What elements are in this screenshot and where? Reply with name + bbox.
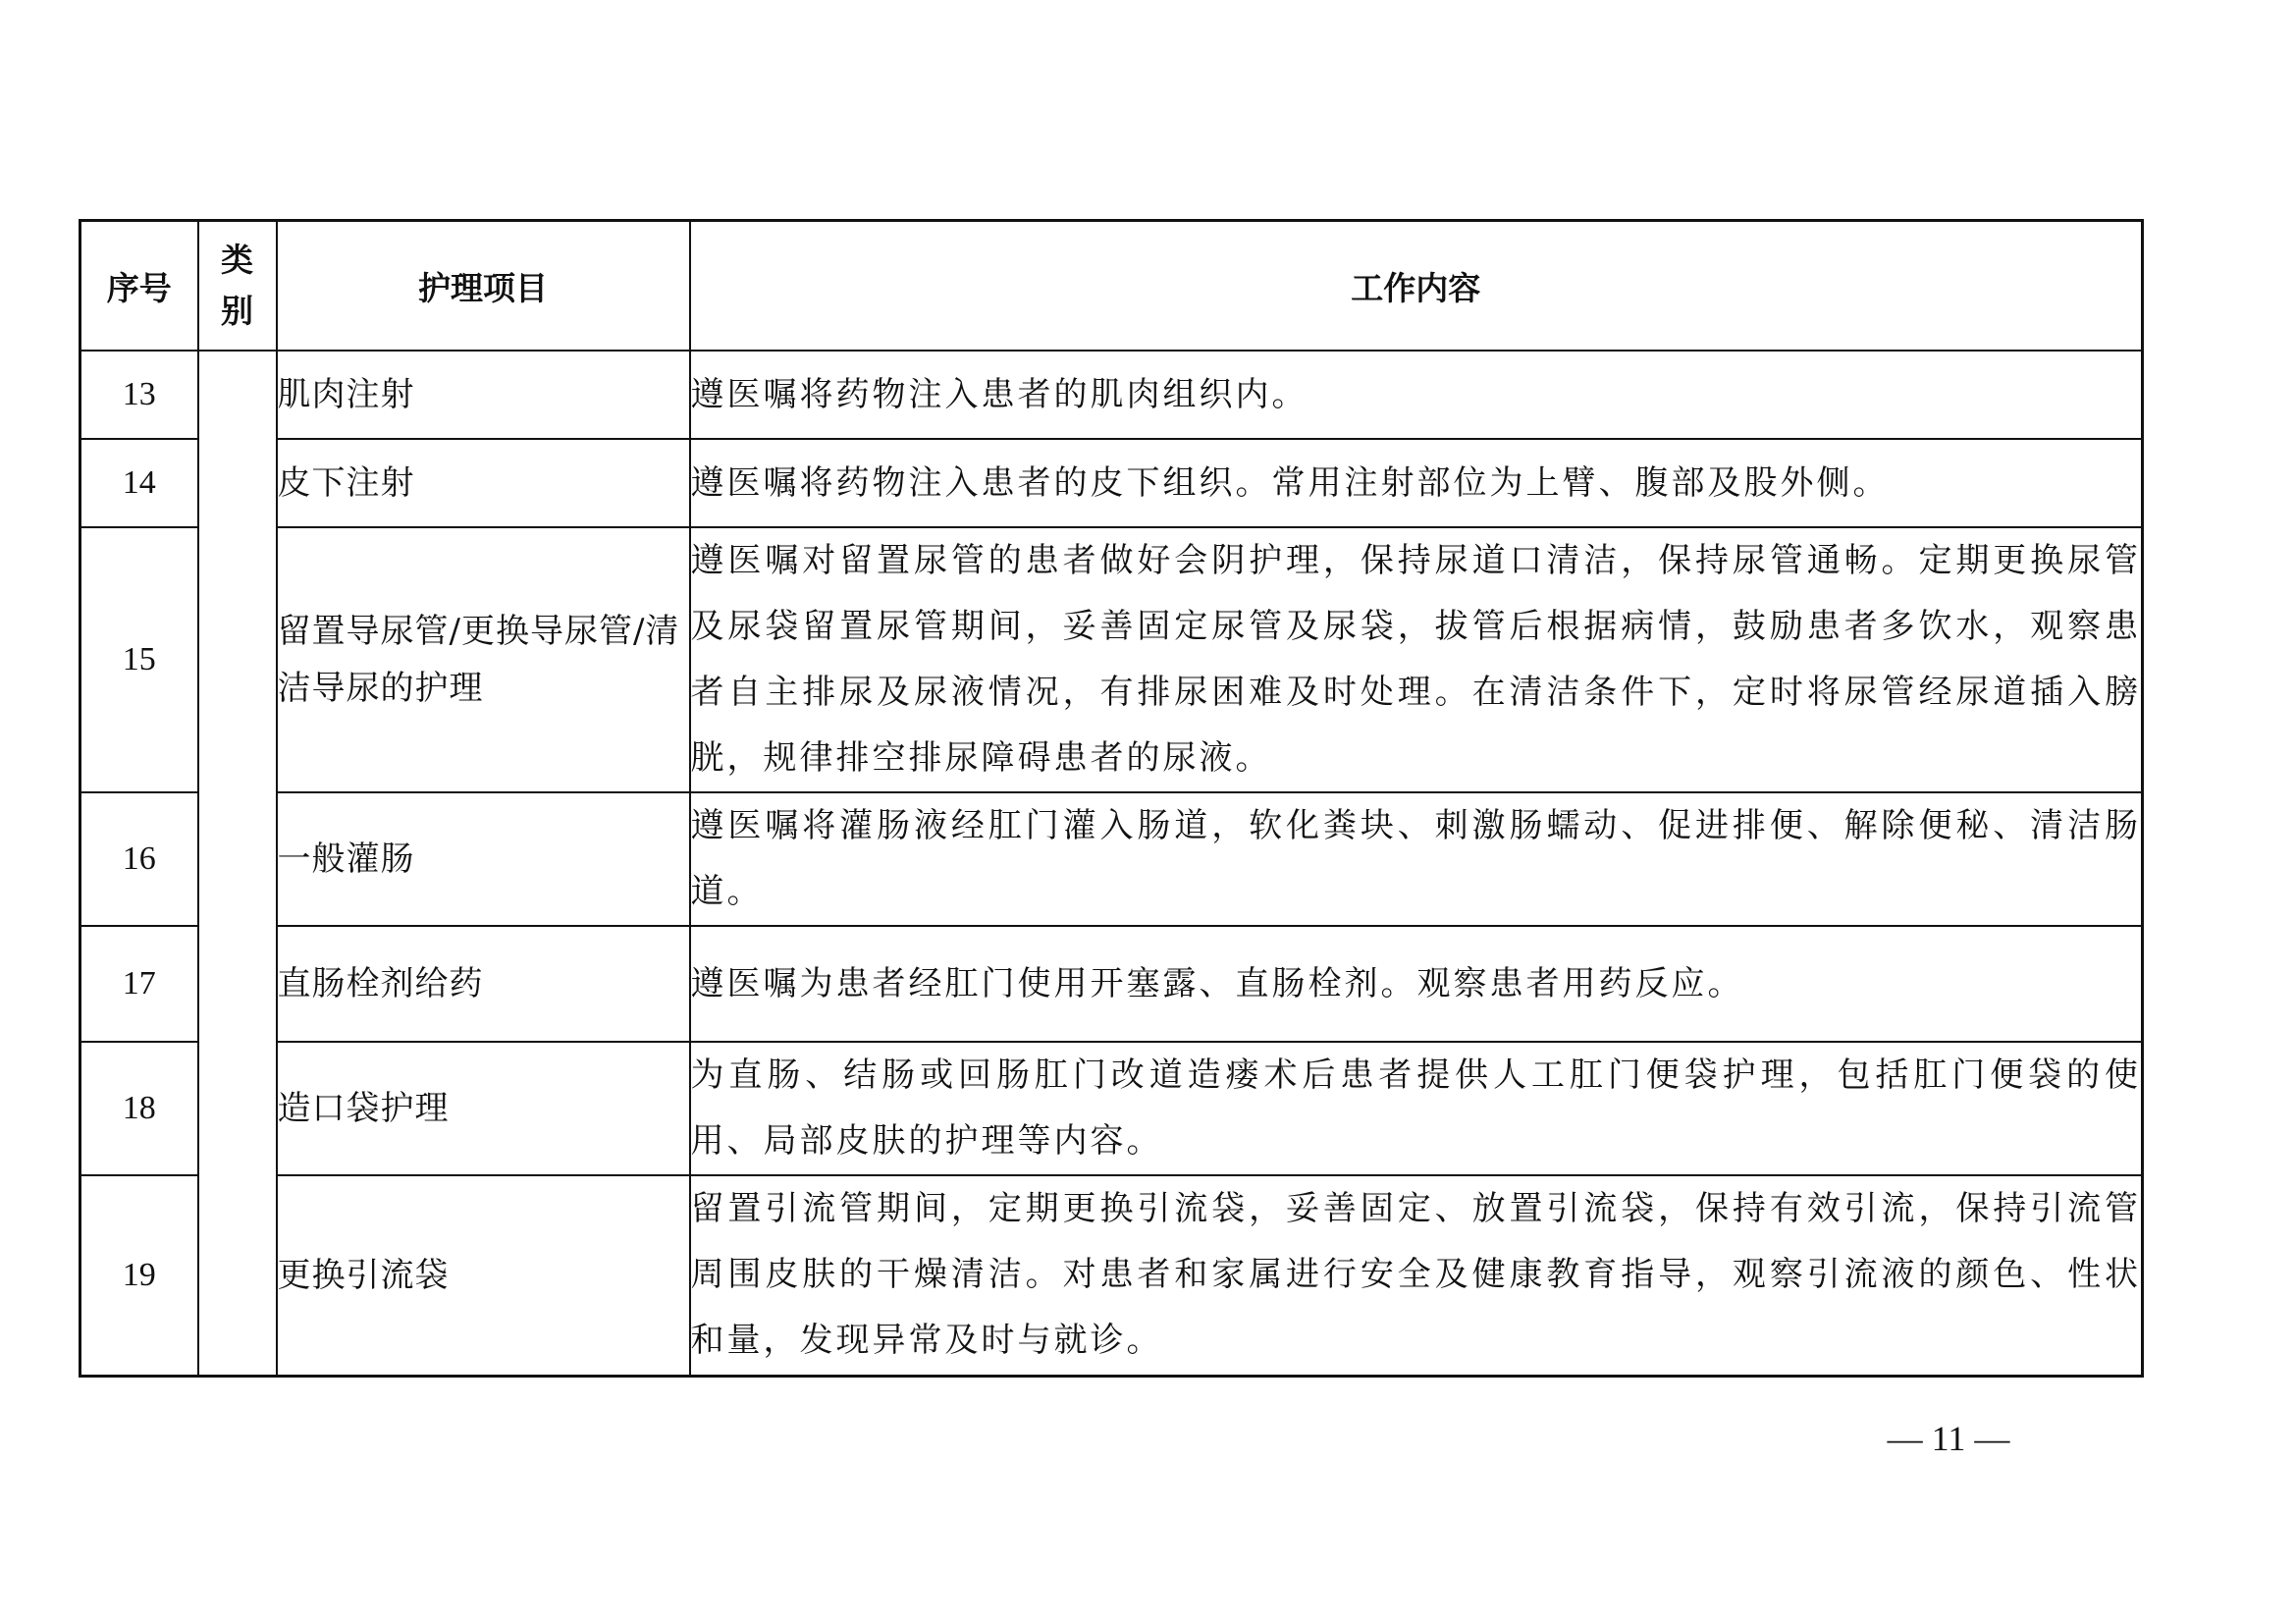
nursing-item: 留置导尿管/更换导尿管/清洁导尿的护理 bbox=[277, 527, 690, 792]
work-content: 遵医嘱对留置尿管的患者做好会阴护理，保持尿道口清洁，保持尿管通畅。定期更换尿管及尿袋留置尿管期间，妥善固定尿管及尿袋，拔管后根据病情，鼓励患者多饮水，观察患者自主排尿及尿液情况，有排尿困难及时处理。在清洁条件下，定时将尿管经尿道插入膀胱，规律排空排尿障碍患者的尿液。 bbox=[690, 527, 2143, 792]
row-number: 13 bbox=[80, 351, 198, 439]
row-number: 15 bbox=[80, 527, 198, 792]
table-row bbox=[80, 439, 2143, 527]
row-number: 18 bbox=[80, 1042, 198, 1175]
work-content: 遵医嘱为患者经肛门使用开塞露、直肠栓剂。观察患者用药反应。 bbox=[690, 926, 2143, 1042]
table-row bbox=[80, 792, 2143, 926]
nursing-item: 皮下注射 bbox=[277, 439, 690, 527]
table-row bbox=[80, 1042, 2143, 1175]
header-category-line2: 别 bbox=[221, 292, 253, 330]
table-row bbox=[80, 1175, 2143, 1376]
row-number: 19 bbox=[80, 1175, 198, 1376]
work-content: 为直肠、结肠或回肠肛门改道造瘘术后患者提供人工肛门便袋护理，包括肛门便袋的使用、局部皮肤的护理等内容。 bbox=[690, 1042, 2143, 1175]
row-number: 16 bbox=[80, 792, 198, 926]
table-header-row bbox=[80, 221, 2143, 352]
table-row bbox=[80, 926, 2143, 1042]
header-nursing-item: 护理项目 bbox=[277, 221, 690, 352]
table-row bbox=[80, 351, 2143, 439]
nursing-item: 直肠栓剂给药 bbox=[277, 926, 690, 1042]
category-cell bbox=[198, 351, 277, 1376]
nursing-services-table bbox=[79, 219, 2144, 1378]
nursing-item: 一般灌肠 bbox=[277, 792, 690, 926]
nursing-item: 造口袋护理 bbox=[277, 1042, 690, 1175]
table-row bbox=[80, 527, 2143, 792]
row-number: 14 bbox=[80, 439, 198, 527]
page-number: — 11 — bbox=[1887, 1419, 2010, 1458]
work-content: 留置引流管期间，定期更换引流袋，妥善固定、放置引流袋，保持有效引流，保持引流管周围皮肤的干燥清洁。对患者和家属进行安全及健康教育指导，观察引流液的颜色、性状和量，发现异常及时与就诊。 bbox=[690, 1175, 2143, 1376]
nursing-item: 更换引流袋 bbox=[277, 1175, 690, 1376]
work-content: 遵医嘱将药物注入患者的皮下组织。常用注射部位为上臂、腹部及股外侧。 bbox=[690, 439, 2143, 527]
row-number: 17 bbox=[80, 926, 198, 1042]
header-work-content: 工作内容 bbox=[690, 221, 2143, 352]
nursing-item: 肌肉注射 bbox=[277, 351, 690, 439]
header-category-line1: 类 bbox=[221, 241, 253, 279]
work-content: 遵医嘱将药物注入患者的肌肉组织内。 bbox=[690, 351, 2143, 439]
header-category bbox=[198, 221, 277, 352]
header-number: 序号 bbox=[80, 221, 198, 352]
work-content: 遵医嘱将灌肠液经肛门灌入肠道，软化粪块、刺激肠蠕动、促进排便、解除便秘、清洁肠道。 bbox=[690, 792, 2143, 926]
